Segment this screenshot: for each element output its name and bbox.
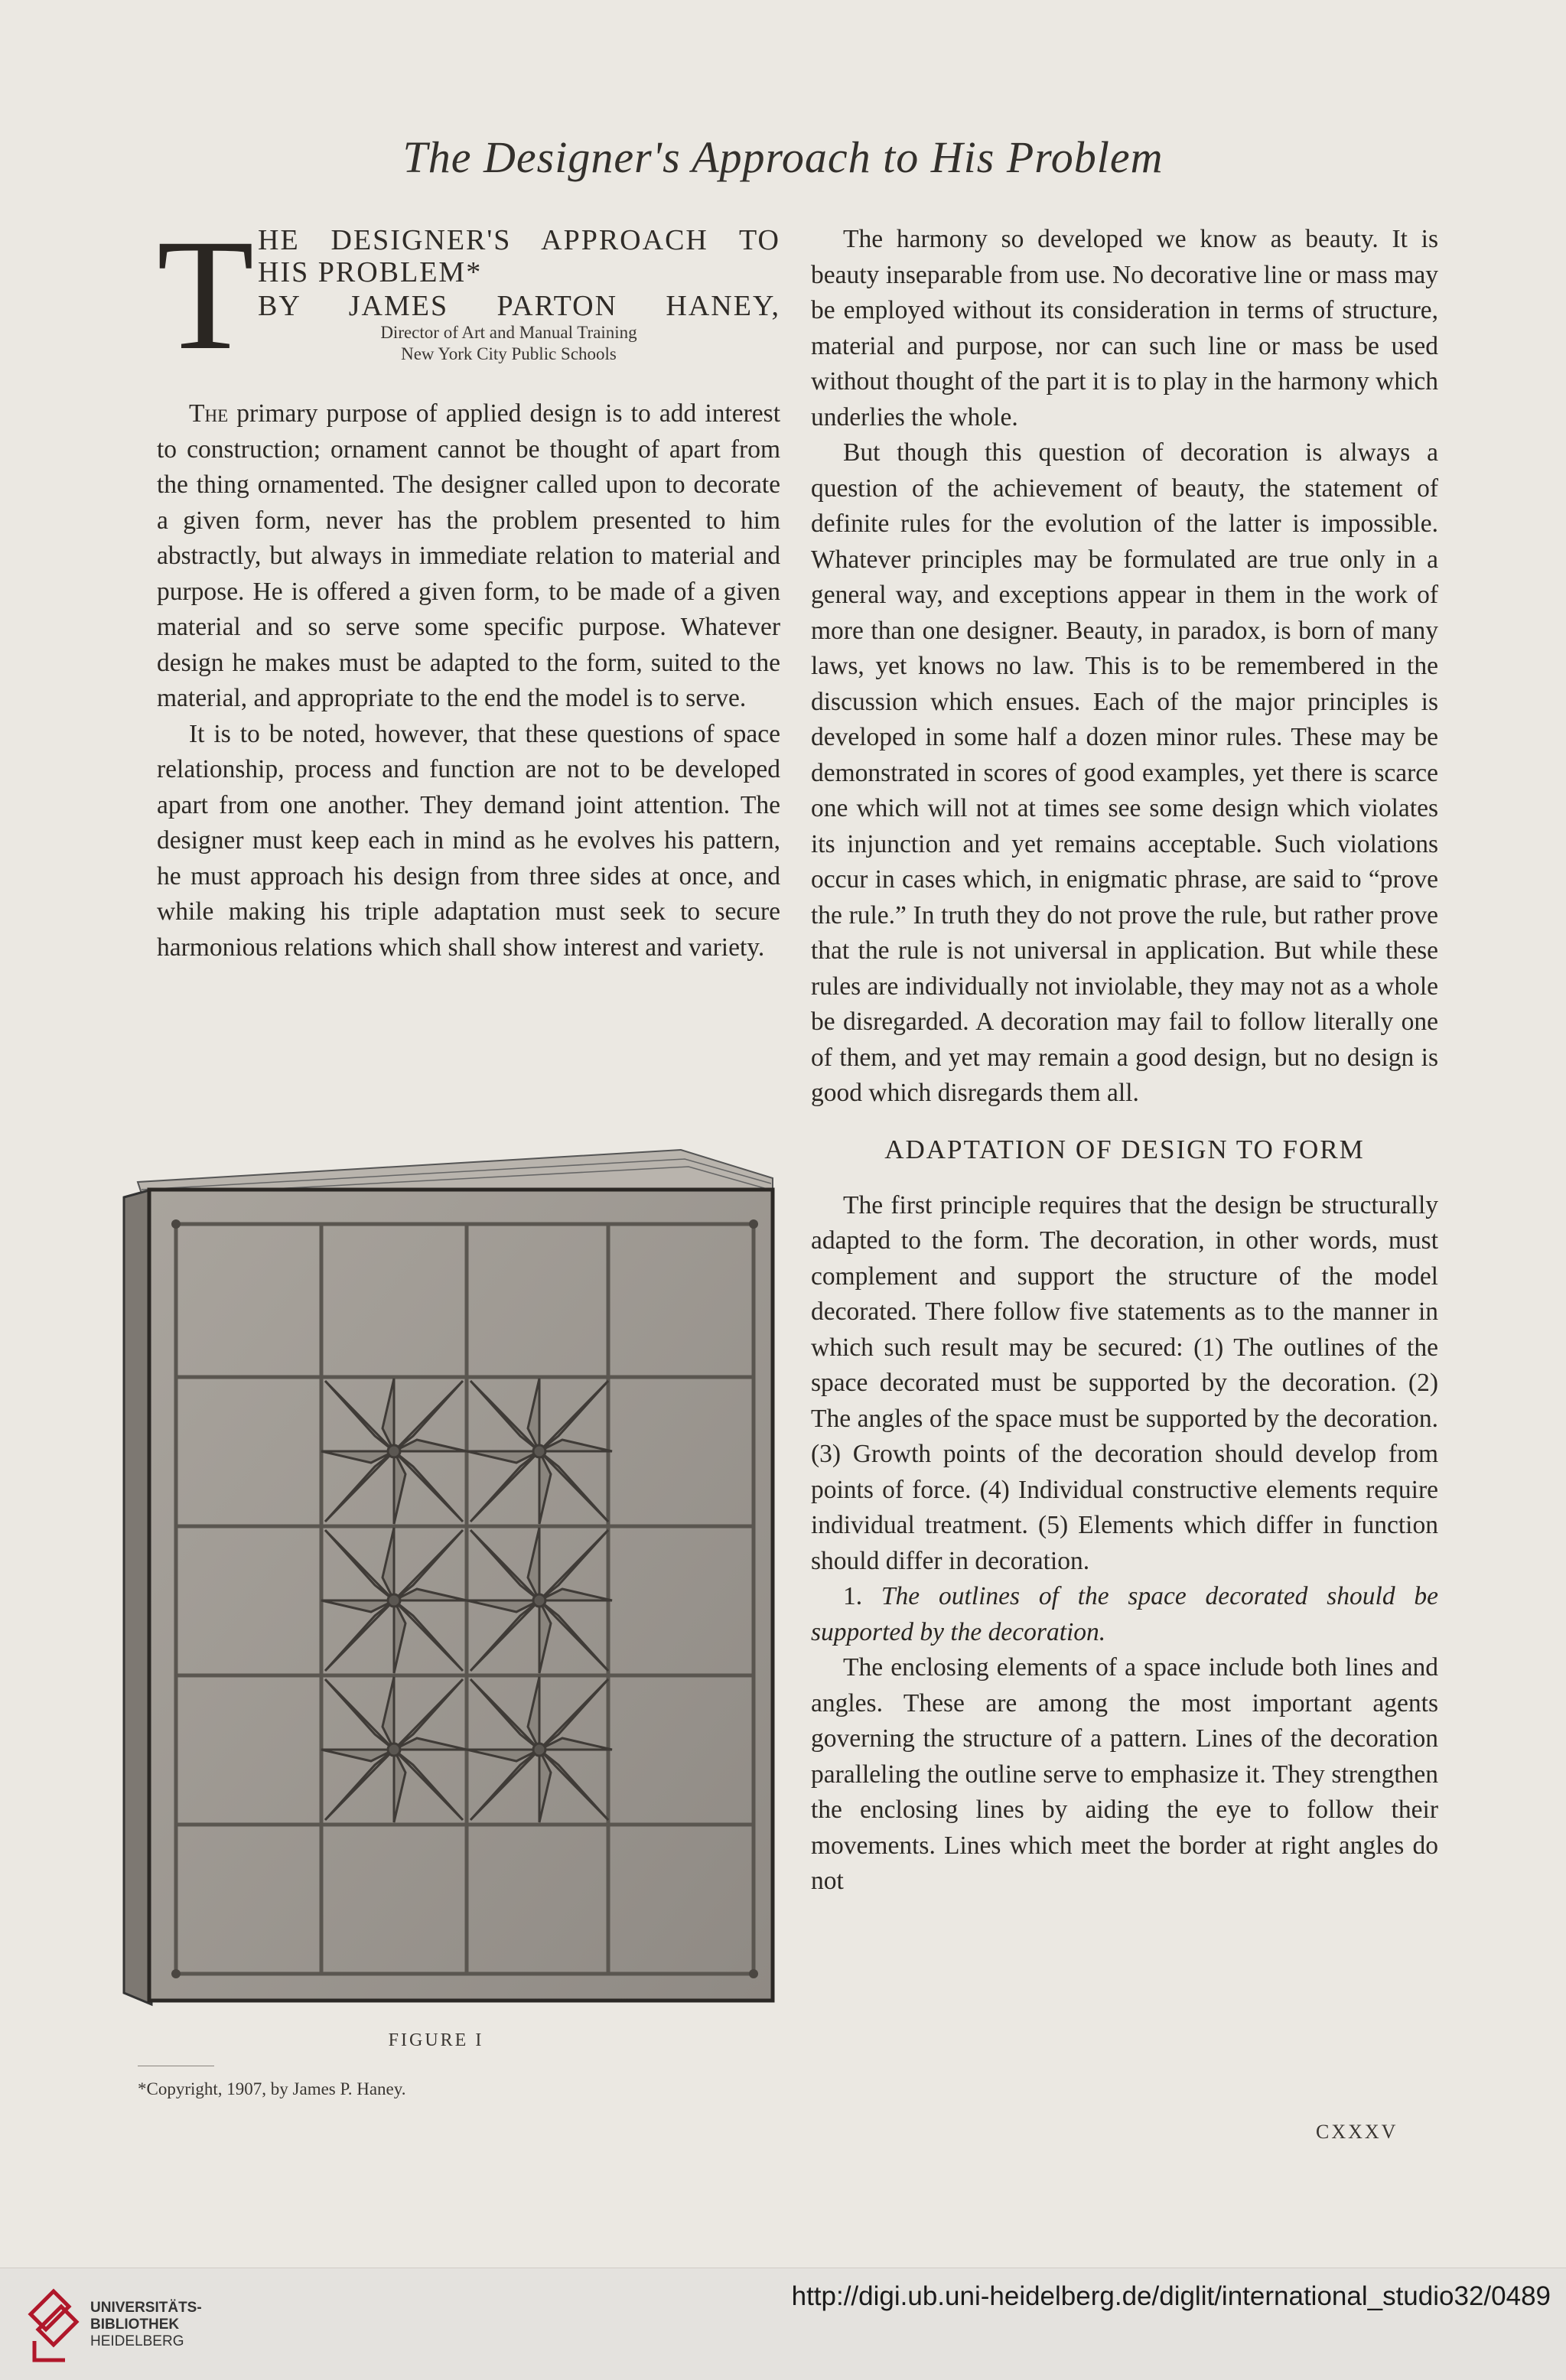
running-head: The Designer's Approach to His Problem [402, 132, 1164, 182]
author-affiliation-2: New York City Public Schools [401, 344, 617, 363]
rule-text: The outlines of the space decorated should be supported by the decoration. [811, 1582, 1438, 1646]
figure-book-cover [115, 1136, 780, 2008]
right-column [811, 222, 1438, 1900]
body-paragraph [157, 396, 780, 717]
figure-caption: FIGURE I [388, 2030, 484, 2050]
article-title-block [157, 207, 780, 383]
paragraph-lead: The [189, 399, 229, 428]
book-cover-illustration [115, 1136, 780, 2008]
body-paragraph: But though this question of decoration is always a question of the achievement of beauty, the statement of definite rules for the evolution of the latter is impossible. Whatever principles may be formulated are true only in a general way, and exceptions appear in them in the work of more than one designer. Beauty, in paradox, is born of many laws, yet knows no law. This is to be remembered in the discussion which ensues. Each of the major principles is developed in some half a dozen minor rules. These may be demonstrated in scores of good examples, yet there is scarce one which will not at times see some design which violates its injunction and yet remains acceptable. Such violations occur in cases which, in enigmatic phrase, are said to “prove the rule.” In truth they do not prove the rule, but rather prove that the rule is not universal in application. But while these rules are individually not inviolable, they may not as a whole be disregarded. A decoration may fail to follow literally one of them, and yet may remain a good design, but no design is good which disregards them all. [811, 438, 1438, 1107]
body-paragraph: It is to be noted, however, that these questions of space relationship, process and function are not to be developed apart from one another. They demand joint attention. The designer must keep each in mind as he evolves his pattern, he must approach his design from three sides at once, and while making his triple adaptation must seek to secure harmonious relations which shall show interest and variety. [157, 719, 780, 962]
library-line-3: HEIDELBERG [90, 2333, 184, 2349]
library-line-1: UNIVERSITÄTS- [90, 2300, 202, 2316]
page-number: CXXXV [1316, 2121, 1398, 2143]
author-byline: BY JAMES PARTON HANEY, [258, 290, 780, 322]
copyright-footnote: *Copyright, 1907, by James P. Haney. [138, 2079, 406, 2098]
drop-cap: T [157, 207, 255, 383]
body-paragraph: The enclosing elements of a space include both lines and angles. These are among the most important agents governing the structure of a pattern. Lines of the decoration paralleling the outline serve to emphasize it. They strengthen the enclosing lines by aiding the eye to follow their movements. Lines which meet the border at right angles do not [811, 1653, 1438, 1895]
section-heading: ADAPTATION OF DESIGN TO FORM [884, 1134, 1365, 1164]
rule-statement [811, 1579, 1438, 1650]
paragraph-text: primary purpose of applied design is to add interest to construction; ornament cannot be thought of apart from the thing ornamented. The designer called upon to decorate a given form, never has the problem presented to him abstractly, but always in immediate relation to material and purpose. He is offered a given form, to be made of a given material and so serve some specific purpose. Whatever design he makes must be adapted to the form, suited to the material, and appropriate to the end the model is to serve. [157, 399, 780, 712]
title-line-1: HE DESIGNER'S APPROACH TO [258, 224, 780, 256]
body-paragraph: The harmony so developed we know as beauty. It is beauty inseparable from use. No decorative line or mass may be employed without its consideration in terms of structure, material and purpose, nor can such line or mass be used without thought of the part it is to play in the harmony which underlies the whole. [811, 225, 1438, 431]
left-body-text [157, 396, 780, 965]
rule-number: 1. [843, 1582, 863, 1610]
library-line-2: BIBLIOTHEK [90, 2317, 180, 2333]
library-logo-icon [23, 2284, 84, 2368]
source-url-link[interactable]: http://digi.ub.uni-heidelberg.de/diglit/international_studio32/0489 [791, 2281, 1551, 2311]
library-name [90, 2300, 202, 2350]
body-paragraph: The first principle requires that the design be structurally adapted to the form. The decoration, in other words, must complement and support the structure of the model decorated. There follow five statements as to the manner in which such result may be secured: (1) The outlines of the space decorated must be supported by the decoration. (2) The angles of the space must be supported by the decoration. (3) Growth points of the decoration should develop from points of force. (4) Individual constructive elements require individual treatment. (5) Elements which differ in function should differ in decoration. [811, 1190, 1438, 1575]
author-affiliation-1: Director of Art and Manual Training [380, 323, 637, 342]
left-column [157, 207, 780, 962]
title-line-2: HIS PROBLEM* [258, 256, 483, 288]
